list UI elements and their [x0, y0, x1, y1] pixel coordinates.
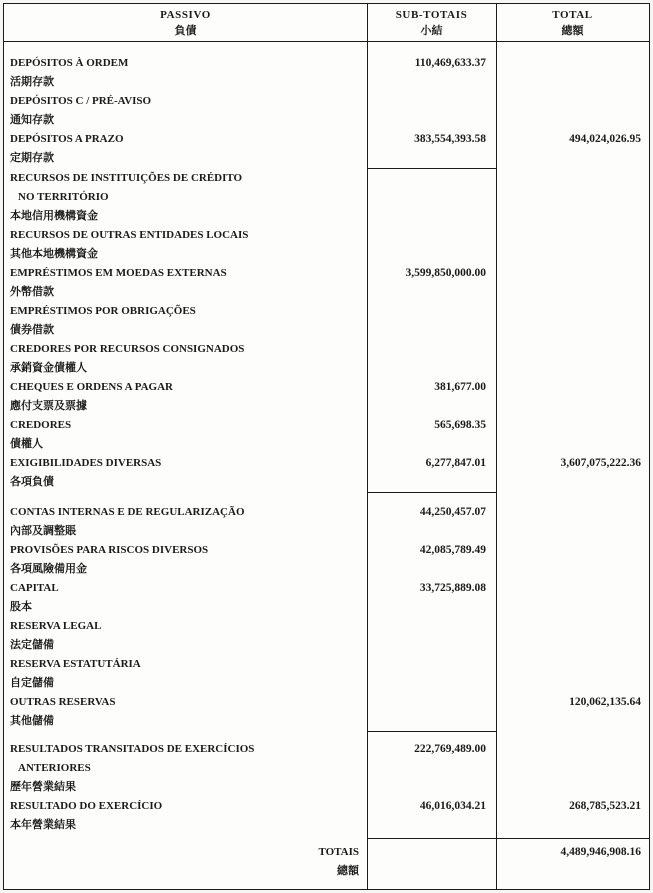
item-label-zh: 法定儲備 [10, 639, 54, 651]
column-divider-line [496, 4, 497, 889]
total-cell [496, 579, 649, 617]
item-label-pt: CONTAS INTERNAS E DE REGULARIZAÇÃO [10, 506, 245, 518]
item-label-pt: DEPÓSITOS À ORDEM [10, 57, 129, 69]
table-row [4, 503, 649, 541]
total-cell [496, 92, 649, 130]
item-label-zh: 其他本地機構資金 [10, 248, 98, 260]
subtotal-cell [367, 740, 496, 797]
total-cell [496, 454, 649, 492]
item-label-cell [4, 579, 367, 617]
item-label-zh: 定期存款 [10, 152, 54, 164]
table-body [4, 42, 649, 838]
total-cell [496, 617, 649, 655]
subtotal-cell [367, 302, 496, 340]
total-cell [496, 740, 649, 797]
item-label-cell [4, 740, 367, 797]
subtotal-cell [367, 169, 496, 226]
item-label-cell [4, 617, 367, 655]
section-gap [4, 732, 649, 740]
total-cell [496, 693, 649, 731]
item-label-zh: 活期存款 [10, 76, 54, 88]
item-label-zh: 歷年營業結果 [10, 781, 76, 793]
subtotal-value: 565,698.35 [434, 419, 486, 431]
table-row [4, 416, 649, 454]
total-value: 120,062,135.64 [569, 696, 641, 708]
subtotal-cell [367, 541, 496, 579]
item-label-pt: RECURSOS DE OUTRAS ENTIDADES LOCAIS [10, 229, 249, 241]
item-label-pt: RESERVA ESTATUTÁRIA [10, 658, 141, 670]
header-total-pt: TOTAL [552, 9, 593, 21]
header-passivo-pt: PASSIVO [160, 9, 211, 21]
section-gap [4, 493, 649, 503]
header-subtotais-zh: 小結 [420, 25, 443, 37]
total-cell [496, 264, 649, 302]
item-label-cell [4, 226, 367, 264]
totals-total-cell [496, 843, 649, 881]
table-row [4, 655, 649, 693]
item-label-zh: 債券借款 [10, 324, 54, 336]
total-cell [496, 169, 649, 226]
subtotal-value: 3,599,850,000.00 [405, 267, 486, 279]
item-label-cell [4, 454, 367, 492]
subtotal-value: 33,725,889.08 [419, 582, 486, 594]
table-header [4, 4, 649, 42]
subtotal-cell [367, 54, 496, 92]
item-label-zh: 內部及調整賬 [10, 525, 76, 537]
subtotal-value: 110,469,633.37 [414, 57, 486, 69]
total-cell [496, 302, 649, 340]
table-row [4, 454, 649, 492]
item-label-cell [4, 264, 367, 302]
header-passivo [4, 4, 367, 41]
table-row [4, 226, 649, 264]
item-label-pt: DEPÓSITOS A PRAZO [10, 133, 124, 145]
subtotal-cell [367, 454, 496, 492]
subtotal-cell [367, 655, 496, 693]
total-cell [496, 340, 649, 378]
header-passivo-zh: 負債 [174, 25, 197, 37]
table-row [4, 54, 649, 92]
item-label-pt: EMPRÉSTIMOS EM MOEDAS EXTERNAS [10, 267, 227, 279]
table-row [4, 693, 649, 731]
item-label-zh: 通知存款 [10, 114, 54, 126]
total-cell [496, 503, 649, 541]
subtotal-cell [367, 797, 496, 835]
item-label-zh: 自定儲備 [10, 677, 54, 689]
item-label-cell [4, 378, 367, 416]
item-label-zh: 本年營業結果 [10, 819, 76, 831]
total-cell [496, 378, 649, 416]
item-label-zh: 各項負債 [10, 476, 54, 488]
item-label-pt: EXIGIBILIDADES DIVERSAS [10, 457, 162, 469]
item-label-cell [4, 503, 367, 541]
item-label-zh: 股本 [10, 601, 32, 613]
table-row [4, 541, 649, 579]
item-label-pt: EMPRÉSTIMOS POR OBRIGAÇÕES [10, 305, 196, 317]
subtotal-cell [367, 579, 496, 617]
subtotal-value: 46,016,034.21 [419, 800, 486, 812]
item-label-zh: 各項風險備用金 [10, 563, 87, 575]
item-label-zh: 承銷資金債權人 [10, 362, 87, 374]
table-row [4, 617, 649, 655]
item-label-pt: NO TERRITÓRIO [18, 191, 109, 203]
item-label-cell [4, 302, 367, 340]
header-subtotais [367, 4, 496, 41]
table-row [4, 797, 649, 835]
item-label-pt: CREDORES POR RECURSOS CONSIGNADOS [10, 343, 245, 355]
table-row [4, 579, 649, 617]
column-divider-line [367, 4, 368, 889]
table-row [4, 169, 649, 226]
header-subtotais-pt: SUB-TOTAIS [395, 9, 468, 21]
subtotal-cell [367, 264, 496, 302]
subtotal-cell [367, 226, 496, 264]
item-label-pt: RECURSOS DE INSTITUIÇÕES DE CRÉDITO [10, 172, 243, 184]
item-label-zh: 債權人 [10, 438, 43, 450]
subtotal-cell [367, 340, 496, 378]
item-label-zh: 應付支票及票據 [10, 400, 87, 412]
header-total [496, 4, 649, 41]
subtotal-cell [367, 130, 496, 168]
subtotal-cell [367, 378, 496, 416]
subtotal-cell [367, 416, 496, 454]
total-cell [496, 797, 649, 835]
subtotal-value: 381,677.00 [434, 381, 486, 393]
subtotal-cell [367, 92, 496, 130]
item-label-pt: CAPITAL [10, 582, 59, 594]
total-value: 268,785,523.21 [569, 800, 641, 812]
item-label-pt: CHEQUES E ORDENS A PAGAR [10, 381, 173, 393]
subtotal-value: 6,277,847.01 [425, 457, 486, 469]
total-cell [496, 226, 649, 264]
item-label-cell [4, 54, 367, 92]
totals-label-cell [4, 843, 367, 881]
item-label-pt: ANTERIORES [18, 762, 91, 774]
item-label-pt: OUTRAS RESERVAS [10, 696, 116, 708]
table-row [4, 302, 649, 340]
item-label-cell [4, 655, 367, 693]
table-row [4, 130, 649, 168]
item-label-pt: RESULTADO DO EXERCÍCIO [10, 800, 163, 812]
total-cell [496, 416, 649, 454]
item-label-cell [4, 92, 367, 130]
item-label-pt: RESULTADOS TRANSITADOS DE EXERCÍCIOS [10, 743, 255, 755]
item-label-zh: 本地信用機構資金 [10, 210, 98, 222]
item-label-zh: 其他儲備 [10, 715, 54, 727]
subtotal-value: 383,554,393.58 [414, 133, 486, 145]
subtotal-cell [367, 693, 496, 731]
subtotal-value: 44,250,457.07 [419, 506, 486, 518]
subtotal-value: 42,085,789.49 [419, 544, 486, 556]
total-cell [496, 130, 649, 168]
total-cell [496, 655, 649, 693]
total-cell [496, 541, 649, 579]
totals-label-pt: TOTAIS [318, 846, 359, 858]
table-row [4, 264, 649, 302]
total-value: 494,024,026.95 [569, 133, 641, 145]
grand-total-value: 4,489,946,908.16 [560, 846, 641, 858]
item-label-cell [4, 340, 367, 378]
item-label-cell [4, 693, 367, 731]
passivo-balance-table [3, 3, 650, 890]
header-total-zh: 總額 [561, 25, 584, 37]
subtotal-cell [367, 617, 496, 655]
item-label-cell [4, 541, 367, 579]
totals-label-zh: 總額 [337, 865, 359, 877]
totals-subtotal-cell [367, 843, 496, 881]
totals-row [4, 838, 649, 889]
table-row [4, 740, 649, 797]
item-label-cell [4, 130, 367, 168]
table-row [4, 92, 649, 130]
item-label-zh: 外幣借款 [10, 286, 54, 298]
item-label-pt: CREDORES [10, 419, 72, 431]
table-row [4, 340, 649, 378]
table-row [4, 378, 649, 416]
total-value: 3,607,075,222.36 [560, 457, 641, 469]
subtotal-cell [367, 503, 496, 541]
total-cell [496, 54, 649, 92]
item-label-cell [4, 797, 367, 835]
item-label-cell [4, 416, 367, 454]
item-label-pt: PROVISÕES PARA RISCOS DIVERSOS [10, 544, 209, 556]
item-label-pt: RESERVA LEGAL [10, 620, 102, 632]
item-label-pt: DEPÓSITOS C / PRÉ-AVISO [10, 95, 152, 107]
subtotal-value: 222,769,489.00 [414, 743, 486, 755]
item-label-cell [4, 169, 367, 226]
